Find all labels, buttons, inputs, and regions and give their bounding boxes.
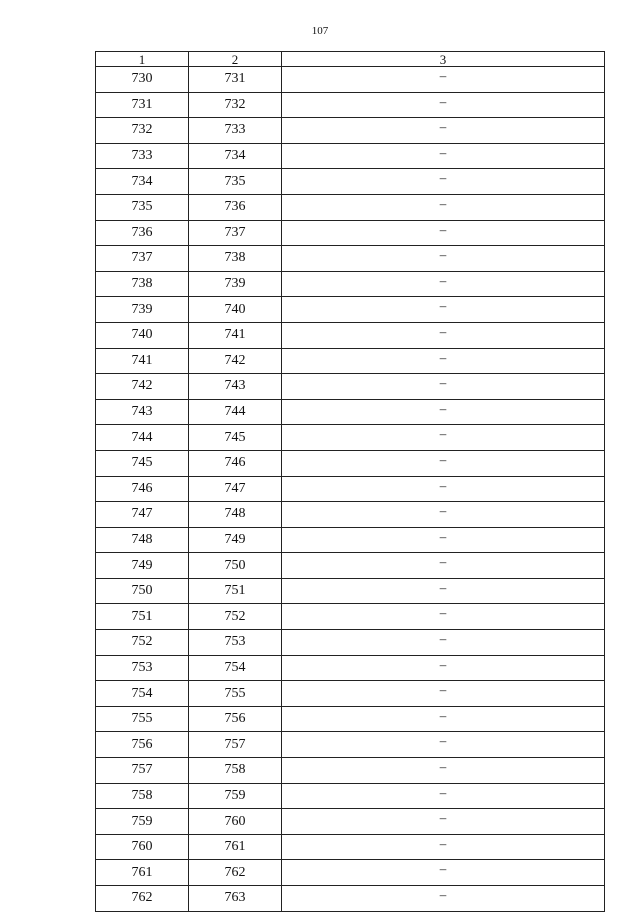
cell-col-2: 734	[189, 143, 282, 169]
table-row	[96, 220, 605, 246]
column-header-2: 2	[189, 52, 282, 67]
cell-col-2: 758	[189, 758, 282, 784]
table-row	[96, 578, 605, 604]
cell-col-2: 741	[189, 322, 282, 348]
table-row	[96, 450, 605, 476]
cell-col-2: 748	[189, 502, 282, 528]
cell-col-3: –	[282, 297, 605, 323]
cell-col-1: 751	[96, 604, 189, 630]
table-row	[96, 476, 605, 502]
cell-col-1: 749	[96, 553, 189, 579]
cell-col-2: 744	[189, 399, 282, 425]
table-row	[96, 604, 605, 630]
cell-col-1: 760	[96, 834, 189, 860]
cell-col-3: –	[282, 630, 605, 656]
cell-col-3: –	[282, 886, 605, 912]
table-row	[96, 502, 605, 528]
cell-col-3: –	[282, 783, 605, 809]
cell-col-1: 732	[96, 118, 189, 144]
table-row	[96, 630, 605, 656]
cell-col-1: 733	[96, 143, 189, 169]
table-row	[96, 169, 605, 195]
cell-col-1: 746	[96, 476, 189, 502]
cell-col-3: –	[282, 425, 605, 451]
cell-col-2: 731	[189, 67, 282, 93]
cell-col-3: –	[282, 194, 605, 220]
cell-col-3: –	[282, 834, 605, 860]
cell-col-1: 734	[96, 169, 189, 195]
cell-col-2: 738	[189, 246, 282, 272]
cell-col-3: –	[282, 527, 605, 553]
cell-col-2: 745	[189, 425, 282, 451]
cell-col-1: 756	[96, 732, 189, 758]
table-row	[96, 246, 605, 272]
cell-col-1: 738	[96, 271, 189, 297]
table-row	[96, 527, 605, 553]
cell-col-3: –	[282, 604, 605, 630]
header-row	[96, 52, 605, 67]
table-row	[96, 92, 605, 118]
cell-col-2: 740	[189, 297, 282, 323]
cell-col-3: –	[282, 578, 605, 604]
table-row	[96, 143, 605, 169]
cell-col-1: 737	[96, 246, 189, 272]
data-table	[95, 51, 605, 912]
cell-col-2: 760	[189, 809, 282, 835]
cell-col-1: 735	[96, 194, 189, 220]
cell-col-2: 756	[189, 706, 282, 732]
table-row	[96, 860, 605, 886]
cell-col-3: –	[282, 476, 605, 502]
cell-col-1: 739	[96, 297, 189, 323]
cell-col-3: –	[282, 374, 605, 400]
table-row	[96, 732, 605, 758]
cell-col-1: 758	[96, 783, 189, 809]
cell-col-2: 753	[189, 630, 282, 656]
table-row	[96, 425, 605, 451]
cell-col-1: 752	[96, 630, 189, 656]
cell-col-3: –	[282, 118, 605, 144]
cell-col-2: 759	[189, 783, 282, 809]
table-row	[96, 809, 605, 835]
cell-col-1: 730	[96, 67, 189, 93]
cell-col-3: –	[282, 169, 605, 195]
cell-col-2: 732	[189, 92, 282, 118]
cell-col-1: 759	[96, 809, 189, 835]
table-row	[96, 706, 605, 732]
cell-col-2: 752	[189, 604, 282, 630]
cell-col-1: 753	[96, 655, 189, 681]
cell-col-3: –	[282, 681, 605, 707]
cell-col-3: –	[282, 67, 605, 93]
cell-col-1: 743	[96, 399, 189, 425]
cell-col-3: –	[282, 220, 605, 246]
table-row	[96, 886, 605, 912]
cell-col-3: –	[282, 553, 605, 579]
cell-col-1: 757	[96, 758, 189, 784]
cell-col-1: 740	[96, 322, 189, 348]
cell-col-1: 731	[96, 92, 189, 118]
cell-col-2: 757	[189, 732, 282, 758]
cell-col-3: –	[282, 860, 605, 886]
cell-col-3: –	[282, 655, 605, 681]
cell-col-2: 751	[189, 578, 282, 604]
cell-col-1: 747	[96, 502, 189, 528]
cell-col-3: –	[282, 92, 605, 118]
cell-col-2: 762	[189, 860, 282, 886]
table-row	[96, 348, 605, 374]
cell-col-3: –	[282, 246, 605, 272]
table-row	[96, 297, 605, 323]
cell-col-3: –	[282, 706, 605, 732]
cell-col-3: –	[282, 348, 605, 374]
cell-col-3: –	[282, 399, 605, 425]
cell-col-2: 735	[189, 169, 282, 195]
cell-col-2: 761	[189, 834, 282, 860]
cell-col-1: 736	[96, 220, 189, 246]
table-row	[96, 834, 605, 860]
cell-col-2: 742	[189, 348, 282, 374]
table-body	[96, 67, 605, 912]
page-number: 107	[311, 25, 329, 37]
cell-col-1: 754	[96, 681, 189, 707]
cell-col-1: 748	[96, 527, 189, 553]
cell-col-3: –	[282, 322, 605, 348]
cell-col-2: 739	[189, 271, 282, 297]
table-row	[96, 399, 605, 425]
table-row	[96, 758, 605, 784]
cell-col-1: 755	[96, 706, 189, 732]
table-row	[96, 194, 605, 220]
column-header-1: 1	[96, 52, 189, 67]
cell-col-3: –	[282, 758, 605, 784]
cell-col-3: –	[282, 809, 605, 835]
table-row	[96, 374, 605, 400]
table-row	[96, 783, 605, 809]
cell-col-2: 763	[189, 886, 282, 912]
table-row	[96, 553, 605, 579]
cell-col-2: 755	[189, 681, 282, 707]
cell-col-1: 762	[96, 886, 189, 912]
cell-col-1: 741	[96, 348, 189, 374]
cell-col-2: 747	[189, 476, 282, 502]
table-row	[96, 681, 605, 707]
cell-col-2: 746	[189, 450, 282, 476]
cell-col-2: 737	[189, 220, 282, 246]
table-row	[96, 271, 605, 297]
cell-col-1: 742	[96, 374, 189, 400]
cell-col-2: 750	[189, 553, 282, 579]
cell-col-1: 761	[96, 860, 189, 886]
cell-col-3: –	[282, 732, 605, 758]
cell-col-1: 750	[96, 578, 189, 604]
table-row	[96, 67, 605, 93]
cell-col-2: 743	[189, 374, 282, 400]
cell-col-3: –	[282, 271, 605, 297]
cell-col-3: –	[282, 450, 605, 476]
cell-col-2: 749	[189, 527, 282, 553]
cell-col-3: –	[282, 143, 605, 169]
cell-col-1: 745	[96, 450, 189, 476]
column-header-3: 3	[282, 52, 605, 67]
table-row	[96, 655, 605, 681]
cell-col-1: 744	[96, 425, 189, 451]
table-row	[96, 118, 605, 144]
cell-col-2: 754	[189, 655, 282, 681]
table-row	[96, 322, 605, 348]
cell-col-2: 736	[189, 194, 282, 220]
cell-col-2: 733	[189, 118, 282, 144]
cell-col-3: –	[282, 502, 605, 528]
